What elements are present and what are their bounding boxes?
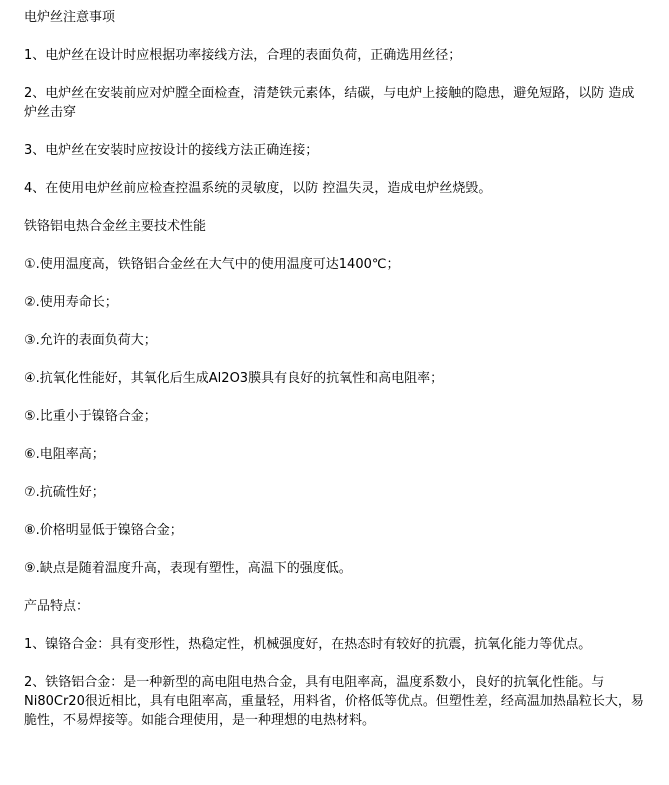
performance-item-8: ⑧.价格明显低于镍铬合金；	[24, 523, 183, 538]
section-title-features: 产品特点：	[24, 599, 90, 614]
performance-item-7: ⑦.抗硫性好；	[24, 485, 105, 500]
performance-item-4: ④.抗氧化性能好，其氧化后生成Al2O3膜具有良好的抗氧性和高电阻率；	[24, 371, 444, 386]
precaution-item-4: 4、在使用电炉丝前应检查控温系统的灵敏度，以防 控温失灵，造成电炉丝烧毁。	[24, 181, 492, 196]
performance-item-9: ⑨.缺点是随着温度升高，表现有塑性，高温下的强度低。	[24, 561, 352, 576]
performance-item-6: ⑥.电阻率高；	[24, 447, 105, 462]
performance-item-1: ①.使用温度高，铁铬铝合金丝在大气中的使用温度可达1400℃；	[24, 257, 400, 272]
precaution-item-3: 3、电炉丝在安装时应按设计的接线方法正确连接；	[24, 143, 319, 158]
precaution-item-1: 1、电炉丝在设计时应根据功率接线方法，合理的表面负荷，正确选用丝径；	[24, 48, 462, 63]
section-title-performance: 铁铬铝电热合金丝主要技术性能	[24, 219, 207, 234]
performance-item-5: ⑤.比重小于镍铬合金；	[24, 409, 157, 424]
feature-item-2: 2、铁铬铝合金：是一种新型的高电阻电热合金，具有电阻率高，温度系数小，良好的抗氧化性能。与Ni80Cr20很近相比，具有电阻率高，重量轻，用料省，价格低等优点。但塑性差，经高温加热晶粒长大，易脆性，不易焊接等。如能合理使用，是一种理想的电热材料。	[24, 675, 644, 728]
precaution-item-2: 2、电炉丝在安装前应对炉膛全面检查，清楚铁元素体，结碳，与电炉上接触的隐患，避免短路，以防 造成炉丝击穿	[24, 86, 635, 120]
section-title-precautions: 电炉丝注意事项	[24, 10, 116, 25]
feature-item-1: 1、镍铬合金：具有变形性，热稳定性，机械强度好，在热态时有较好的抗震，抗氧化能力等优点。	[24, 637, 592, 652]
performance-item-2: ②.使用寿命长；	[24, 295, 118, 310]
performance-item-3: ③.允许的表面负荷大；	[24, 333, 157, 348]
